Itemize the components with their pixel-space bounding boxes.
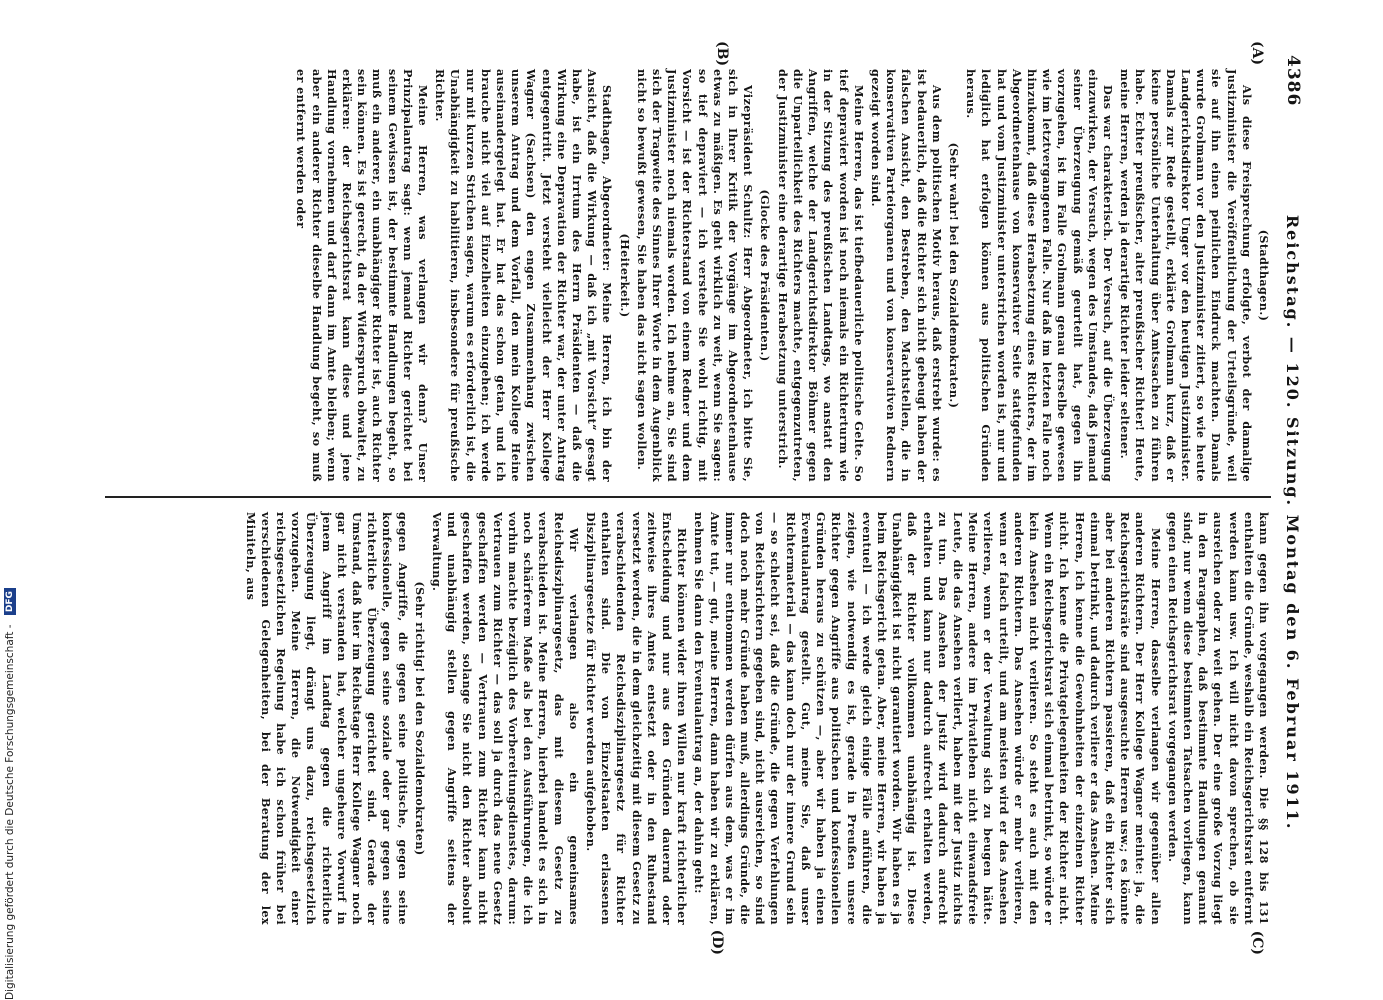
paragraph: Wir verlangen also ein gemeinsames Reichsdisziplinargesetz, das mit diesem Gesetz zu verabschieden ist. Meine Herren, hierbei handelt es sich in noch schärferem Maße als bei den Ausführungen, die ich vorhin machte bezüglich des Vorbereitungsdienstes, darum: Vertrauen zum Richter — das soll ja durch das neue Gesetz geschaffen werden — Vertrauen zum Richter kann nicht geschaffen werden, solange Sie nicht den Richter absolut und unabhängig stellen gegen Angriffe seitens der Verwaltung.	[430, 512, 581, 925]
paragraph: Meine Herren, was verlangen wir denn? Unser Prinzipalantrag sagt: wenn jemand Richter gerichtet bei seinem Gewissen ist, der bestimmte Handlungen begeht, so muß ein anderer, ein unabhängiger Richter ist, auch Richter sein können. Es ist gerecht, da der Widerspruch obwaltet, zu erklären: der Reichsgerichtsrat kann diese und jene Handlung vornehmen und darf dann im Amte bleiben; wenn aber ein anderer Richter dieselbe Handlung begeht, so muß er entfernt werden oder	[294, 69, 431, 482]
page-title: Reichstag. — 120. Sitzung. Montag den 6. Februar 1911.	[1283, 214, 1303, 831]
right-column	[105, 496, 1271, 939]
margin-marker-b: (B)	[714, 41, 730, 67]
interjection: (Heiterkeit.)	[617, 233, 632, 318]
interjection: (Sehr wahr! bei den Sozialdemokraten.)	[946, 142, 961, 409]
scanned-page	[96, 41, 1320, 968]
credit-text: Digitalisierung gefördert durch die Deutsche Forschungsgemeinschaft -	[4, 624, 16, 1000]
paragraph: Stadthagen, Abgeordneter: Meine Herren, ich bin der Ansicht, daß die Wirkung — daß ich „mit Vorsicht“ gesagt habe, ist ein Irrtum des Herrn Präsidenten — daß die Wirkung eine Depravation der Richter war, der unter Antrag entgegentritt. Jetzt versteht vielleicht der Herr Kollege Wagner (Sachsen) den engen Zusammenhang zwischen unserem Antrag und dem Vorfall, den mein Kollege Heine auseinandergelegt hat. Er hat das schon getan, und ich brauche nicht viel auf Einzelheiten einzugehen; ich werde nur mit kurzen Strichen sagen, warum es erforderlich ist, die Unabhängigkeit zu habilitieren, insbesondere für preußische Richter.	[433, 69, 615, 482]
paragraph: Das war charakterisch. Der Versuch, auf die Überzeugung einzuwirken, der Versuch, wegen des Umstandes, daß jemand seiner Überzeugung gemäß geurteilt hat, gegen ihn vorzugehen, ist im Falle Grolmann genau derselbe gewesen wie im letztvergangenen Falle. Nur daß im letzten Falle noch hinzukommt, daß diese Herabsetzung eines Richters, der im Abgeordnetenhause von konservativer Seite stattgefunden hat und vom Justizminister unterstrichen worden ist, nur und lediglich hat erfolgen können aus politischen Gründen heraus.	[964, 69, 1115, 482]
paragraph: Aus dem politischen Motiv heraus, daß erstrebt wurde: es ist bedauerlich, daß die Richter sich nicht gebeugt haben der falschen Ansicht, den Bestreben, den Machtstellen, die in konservativen Parteiorganen und von konservativen Rednern gezeigt worden sind.	[868, 69, 944, 482]
paragraph: kann gegen ihn vorgegangen werden. Die §§ 128 bis 131 enthalten die Gründe, weshalb ein Reichsgerichtsrat entfernt werden kann usw. Ich will nicht davon sprechen, ob sie ausreichen oder zu weit gehen. Der eine große Vorzug liegt in den Paragraphen, daß bestimmte Handlungen genannt sind; nur wenn diese bestimmten Tatsachen vorliegen, kann gegen einen Reichsgerichtsrat vorgegangen werden.	[1165, 512, 1271, 925]
paragraph: Vizepräsident Schultz: Herr Abgeordneter, ich bitte Sie, sich in Ihrer Kritik der Vorgänge im Abgeordnetenhause etwas zu mäßigen. Es geht wirklich zu weit, wenn Sie sagen: so tief depraviert — ich verstehe Sie wohl richtig, mit Vorsicht — ist der Richterstand von einem Redner und dem Justizminister noch niemals worden. Ich nehme an, Sie sind sich der Tragweite des Sinnes Ihrer Worte in dem Augenblick nicht so bewußt gewesen, Sie haben das nicht sagen wollen.	[634, 69, 756, 482]
margin-marker-a: (A)	[1249, 41, 1265, 66]
interjection: (Sehr richtig! bei den Sozialdemokraten)	[412, 581, 427, 856]
paragraph: Als diese Freisprechung erfolgte, verbot der damalige Justizminister die Veröffentlichung der Urteilsgründe, weil sie auf ihn einen peinlichen Eindruck machten. Damals wurde Grolmann vor den Justizminister zitiert, so wie heute Landgerichtsdirektor Unger vor den heutigen Justizminister. Damals zur Rede gestellt, erklärte Grolmann kurz, daß er keine persönliche Unterhaltung über Amtssachen zu führen habe. Echter preußischer, alter preußischer Richter! Heute, meine Herren, werden ja derartige Richter leider seltener.	[1118, 69, 1254, 482]
interjection: (Glocke des Präsidenten.)	[758, 189, 773, 362]
speaker-name: (Stadthagen.)	[1257, 229, 1271, 322]
paragraph: Meine Herren, das ist tiefbedauerliche politische Gelte. So tief depraviert worden ist noch niemals ein Richterturm wie in der Sitzung des preußischen Landtags, wo anstatt den Angriffen, welche der Landgerichtsdirektor Böhmer gegen die Unparteilichkeit des Richters machte, entgegenzutreten, der Justizminister eine derartige Herabsetzung unterstrich.	[775, 69, 866, 482]
margin-marker-d: (D)	[709, 929, 725, 955]
paragraph: gegen Angriffe, die gegen seine politische, gegen seine konfessionelle, gegen seine soziale oder gar gegen seine richterliche Überzeugung gerichtet sind. Gerade der Umstand, daß hier im Reichstage Herr Kollege Wagner noch gar nicht verstanden hat, welcher ungeheure Vorwurf in jenem Angriff im Landtag gegen die richterliche Überzeugung liegt, drängt uns dazu, reichsgesetzlich vorzugehen. Meine Herren, die Notwendigkeit einer reichsgesetzlichen Regelung habe ich schon früher bei verschiedenen Gelegenheiten, bei der Beratung der lex Miniteln, aus	[243, 512, 410, 925]
dfg-logo: DFG	[4, 588, 16, 615]
page-number: 4386	[1283, 55, 1303, 107]
text-columns	[105, 55, 1271, 939]
paragraph: Meine Herren, dasselbe verlangen wir gegenüber allen anderen Richtern. Der Herr Kollege Wagner meinte: ja, die Reichsgerichtsräte sind ausgesuchte Herren usw.; es könnte aber bei anderen Richtern passieren, daß ein Richter sich einmal betrinkt, und dadurch verliere er das Ansehen. Meine Herren, ich kenne die Gewohnheiten der einzelnen Richter nicht. Ich kenne die Privatgelegenheiten der Richter nicht. Wenn ein Reichsgerichtsrat sich einmal betrinkt, so würde er kein Ansehen nicht verlieren. So steht es auch mit den anderen Richtern. Das Ansehen würde er mehr verlieren, wenn er falsch urteilt, und am meisten wird er das Ansehen verlieren, wenn er der Verwaltung sich zu beugen hätte. Meine Herren, andere im Privatleben nicht einwandsfreie Leute, die das Ansehen verliert, haben mit der Justiz nichts zu tun. Das Ansehen der Justiz wird dadurch aufrecht erhalten und kann nur dadurch aufrecht erhalten werden, daß der Richter vollkommen unabhängig ist. Diese Unabhängigkeit ist nicht garantiert worden. Wir haben es ja beim Reichsgericht getan. Aber, meine Herren, wir haben ja eventuell — ich werde gleich einige Fälle anführen, die zeigen, wie notwendig es ist, gerade in Preußen unsere Richter gegen Angriffe aus politischen und konfessionellen Gründen heraus zu schützen —, aber wir haben ja einen Eventualantrag gestellt. Gut, meine Sie, daß unser Richtermaterial — das kann doch nur der innere Grund sein — so schlecht sei, daß die Gründe, die gegen Verfehlungen von Reichsrichtern gegeben sind, nicht ausreichen, so sind doch noch mehr Gründe haben muß, allerdings Gründe, die immer nur entnommen werden dürfen aus dem, was er im Amte tut, — gut, meine Herren, dann haben wir zu erklären, nehmen Sie dann den Eventualantrag an, der dahin geht:	[692, 512, 1163, 925]
margin-marker-c: (C)	[1249, 930, 1265, 955]
digitization-credit-sidebar	[2, 0, 18, 1000]
left-column	[105, 55, 1271, 496]
page-header	[1279, 55, 1307, 939]
quoted-motion: Richter können wider ihren Willen nur kraft richterlicher Entscheidung und nur aus den Gründen dauernd oder zeitweise ihres Amtes entsetzt oder in den Ruhestand versetzt werden, die in dem gleichzeitig mit diesem Gesetz zu verabschiedenden Reichsdisziplinargesetz für Richter enthalten sind. Die von Einzelstaaten erlassenen Disziplinargesetze für Richter werden aufgehoben.	[584, 512, 690, 925]
